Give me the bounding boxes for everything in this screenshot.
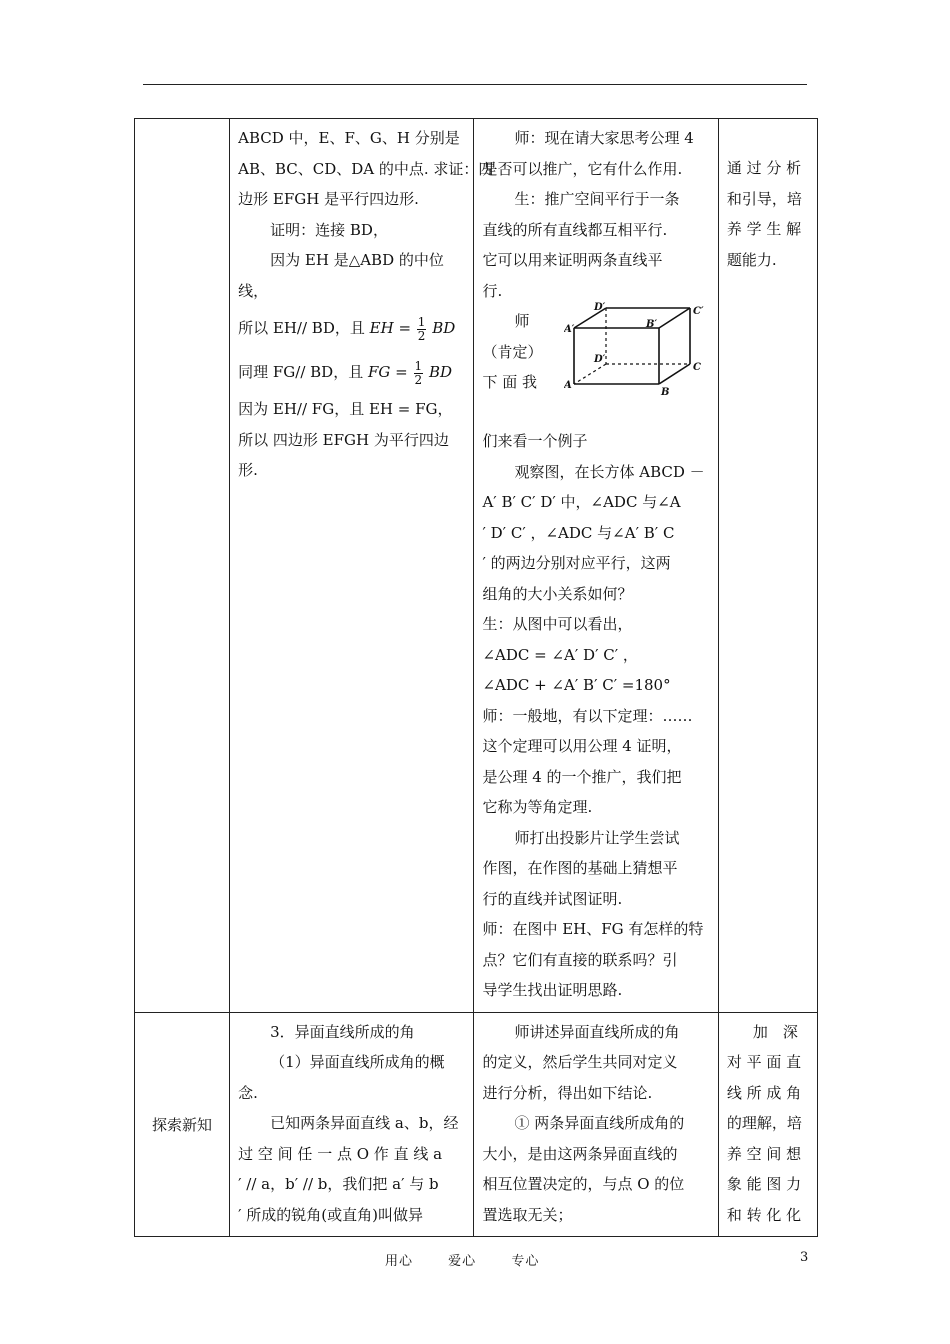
table-row-explore bbox=[135, 1012, 818, 1237]
text-line: 直线的所有直线都互相平行. bbox=[482, 220, 668, 239]
text-line: 师 bbox=[514, 312, 530, 330]
text-line: 师讲述异面直线所成的角 bbox=[514, 1022, 680, 1041]
text-line: 线， bbox=[238, 281, 269, 300]
text-line: 边形 EFGH 是平行四边形. bbox=[238, 190, 419, 208]
footer-motto bbox=[385, 1250, 569, 1269]
equation-rhs: BD bbox=[432, 319, 456, 337]
cube-figure-block bbox=[482, 302, 709, 426]
fraction-numerator: 1 bbox=[414, 358, 423, 373]
section-label: 探索新知 bbox=[135, 1012, 230, 1237]
cube-side-text bbox=[482, 306, 564, 398]
text-line: 念. bbox=[238, 1083, 258, 1102]
purpose-column bbox=[718, 119, 817, 1013]
text-line: AB、BC、CD、DA 的中点. 求证：四 bbox=[238, 159, 494, 178]
text-line: 是否可以推广，它有什么作用. bbox=[482, 159, 683, 178]
math-line-eh bbox=[238, 306, 465, 350]
equation-lhs: EH = bbox=[369, 319, 412, 337]
text-line: 行. bbox=[482, 281, 503, 300]
proof-column bbox=[230, 119, 494, 1013]
text-line: A′ B′ C′ D′ 中，∠ADC 与∠A bbox=[482, 493, 681, 511]
text-line: 通 过 分 析 bbox=[726, 159, 802, 177]
text-line: 生：从图中可以看出， bbox=[482, 615, 633, 633]
text-line: 是公理 4 的一个推广，我们把 bbox=[482, 767, 682, 786]
text-line: 的理解，培 bbox=[726, 1114, 802, 1132]
cube-label-c: C bbox=[693, 362, 702, 373]
text-line: 这个定理可以用公理 4 证明， bbox=[482, 737, 682, 755]
cube-label-d: D′ bbox=[594, 354, 606, 365]
cube-label-b: B bbox=[661, 387, 670, 398]
teacher-column bbox=[474, 1012, 718, 1237]
text-line: 观察图，在长方体 ABCD － bbox=[514, 462, 705, 481]
text-line: 作图，在作图的基础上猜想平 bbox=[482, 859, 678, 877]
text-line: 它称为等角定理. bbox=[482, 798, 593, 816]
text-line: 所以 四边形 EFGH 为平行四边 bbox=[238, 430, 449, 449]
text-line: ′ 所成的锐角(或直角)叫做异 bbox=[238, 1205, 424, 1224]
lesson-table bbox=[134, 118, 818, 1237]
text-line: 象 能 图 力 bbox=[726, 1175, 802, 1193]
cube-label-dprime: D′ bbox=[594, 302, 606, 313]
text-line: ′ // a，b′ // b，我们把 a′ 与 b bbox=[238, 1175, 439, 1193]
text-line: ∠ADC + ∠A′ B′ C′ =180° bbox=[482, 676, 671, 694]
text-line: 和 转 化 化 bbox=[726, 1205, 802, 1224]
text-line: 对 平 面 直 bbox=[726, 1053, 802, 1071]
fraction-denominator: 2 bbox=[417, 328, 426, 343]
text-line: 师打出投影片让学生尝试 bbox=[514, 828, 680, 847]
text-line: 形. bbox=[238, 461, 258, 479]
cube-label-cprime: C′ bbox=[693, 306, 705, 317]
cuboid-diagram bbox=[564, 302, 704, 398]
text-line: 导学生找出证明思路. bbox=[482, 981, 623, 999]
fraction bbox=[417, 316, 427, 343]
purpose-column bbox=[718, 1012, 817, 1237]
text-line: 行的直线并试图证明. bbox=[482, 889, 623, 908]
text-line: 证明：连接 BD， bbox=[270, 220, 388, 239]
text-span: 所以 EH// BD，且 bbox=[238, 319, 365, 337]
text-line: 因为 EH 是△ABD 的中位 bbox=[270, 251, 444, 269]
text-line: （1）异面直线所成角的概 bbox=[270, 1053, 445, 1071]
text-line: 置选取无关； bbox=[482, 1205, 573, 1224]
text-line: 它可以用来证明两条直线平 bbox=[482, 251, 663, 269]
footer-motto-3: 专心 bbox=[511, 1254, 540, 1269]
equation-rhs: BD bbox=[428, 363, 452, 381]
fraction bbox=[414, 360, 424, 387]
text-line: 过 空 间 任 一 点 O 作 直 线 a bbox=[238, 1144, 443, 1163]
text-line: （肯定） bbox=[482, 342, 543, 361]
header-rule bbox=[143, 84, 807, 85]
text-line: 已知两条异面直线 a、b，经 bbox=[270, 1114, 459, 1132]
equation-lhs: FG = bbox=[368, 363, 408, 381]
text-line: 师：一般地，有以下定理：…… bbox=[482, 706, 693, 725]
text-line: 进行分析，得出如下结论. bbox=[482, 1083, 653, 1102]
text-line: 题能力. bbox=[726, 250, 777, 269]
page-number: 3 bbox=[800, 1250, 809, 1265]
text-line: ABCD 中，E、F、G、H 分别是 bbox=[238, 129, 460, 147]
text-line: ′ D′ C′ ，∠ADC 与∠A′ B′ C bbox=[482, 523, 675, 542]
text-line: 养 学 生 解 bbox=[726, 220, 802, 238]
text-line: 下 面 我 bbox=[482, 373, 538, 391]
cube-label-a: A bbox=[564, 380, 573, 391]
footer-motto-1: 用心 bbox=[385, 1254, 414, 1269]
footer-motto-2: 爱心 bbox=[448, 1254, 477, 1269]
text-line: 加 深 bbox=[752, 1022, 798, 1041]
text-line: 组角的大小关系如何？ bbox=[482, 584, 633, 603]
cube-label-bprime: B′ bbox=[646, 319, 658, 330]
text-line: 养 空 间 想 bbox=[726, 1144, 802, 1163]
text-line: 大小，是由这两条异面直线的 bbox=[482, 1144, 678, 1163]
cube-label-aprime: A′ bbox=[564, 324, 575, 335]
text-line: 师：现在请大家思考公理 4 bbox=[514, 129, 694, 147]
text-line: ′ 的两边分别对应平行，这两 bbox=[482, 554, 671, 572]
fraction-denominator: 2 bbox=[414, 372, 423, 387]
text-line: 3．异面直线所成的角 bbox=[270, 1022, 415, 1041]
text-line: 相互位置决定的，与点 O 的位 bbox=[482, 1175, 685, 1193]
text-line: 们来看一个例子 bbox=[482, 432, 588, 450]
text-line: 的定义，然后学生共同对定义 bbox=[482, 1053, 678, 1071]
text-line: 点？它们有直接的联系吗？引 bbox=[482, 950, 678, 969]
section-label-empty bbox=[135, 119, 230, 1013]
text-span: 同理 FG// BD，且 bbox=[238, 363, 364, 381]
text-line: ∠ADC = ∠A′ D′ C′ ， bbox=[482, 645, 638, 664]
teacher-student-column bbox=[474, 119, 718, 1013]
concept-column bbox=[230, 1012, 474, 1237]
text-line: 因为 EH// FG，且 EH = FG， bbox=[238, 400, 453, 418]
text-line: ① 两条异面直线所成角的 bbox=[514, 1114, 685, 1132]
text-line: 师：在图中 EH、FG 有怎样的特 bbox=[482, 920, 704, 938]
fraction-numerator: 1 bbox=[417, 314, 426, 329]
text-line: 线 所 成 角 bbox=[726, 1083, 802, 1102]
text-line: 生：推广空间平行于一条 bbox=[514, 190, 680, 208]
table-row-proof bbox=[135, 119, 818, 1013]
text-line: 和引导，培 bbox=[726, 189, 802, 208]
math-line-fg bbox=[238, 350, 465, 394]
